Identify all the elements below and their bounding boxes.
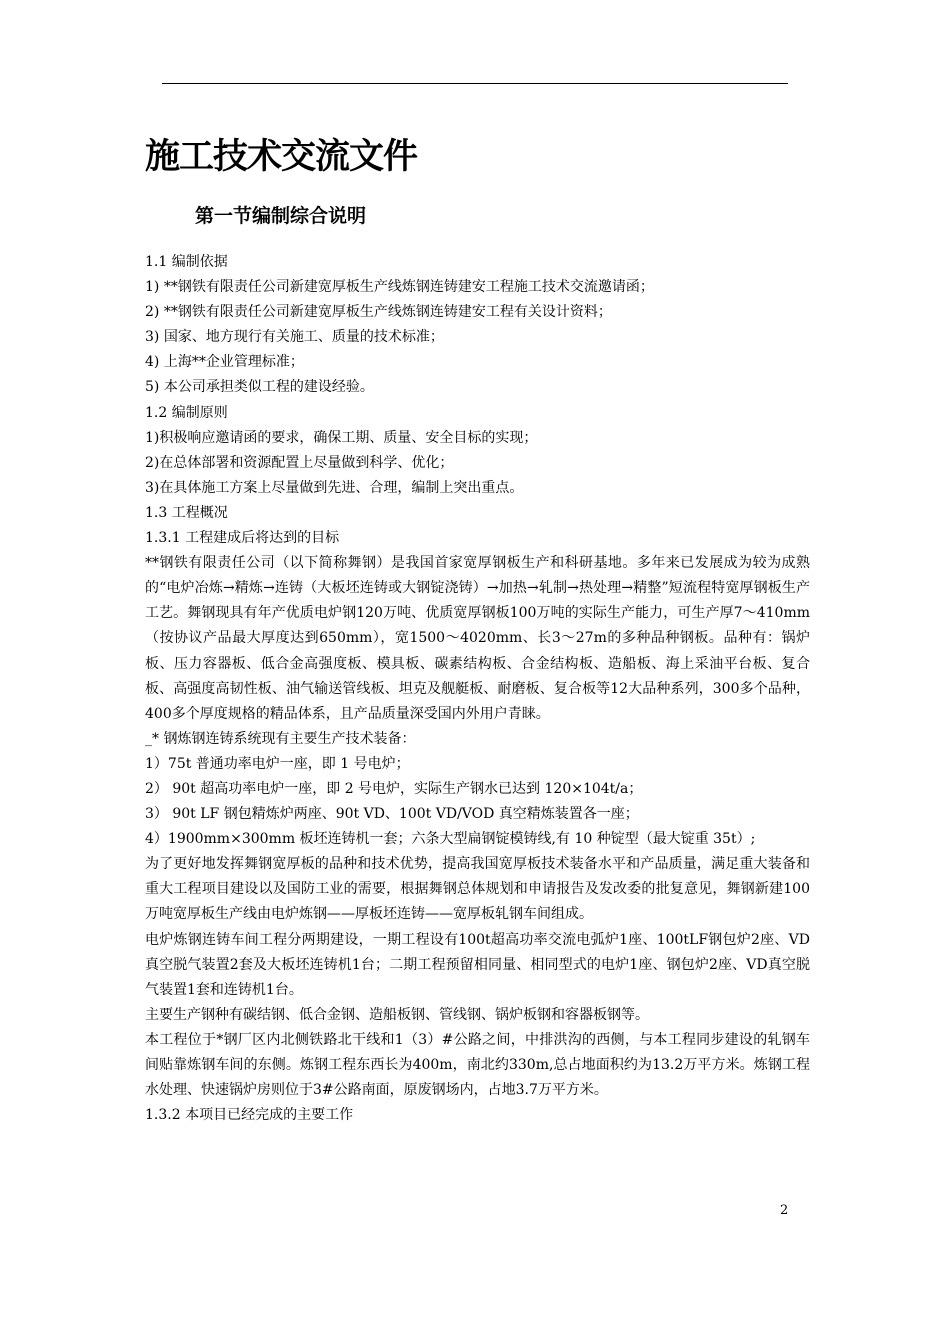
list-item: 4）1900mm×300mm 板坯连铸机一套；六条大型扁钢锭模铸线,有 10 种锭型（最大锭重 35t）;	[145, 831, 756, 848]
project-purpose-paragraph: 为了更好地发挥舞钢宽厚板的品种和技术优势，提高我国宽厚板技术装备水平和产品质量，满足重大装备和重大工程项目建设以及国防工业的需要，根据舞钢总体规划和申请报告及发改委的批复意见，舞钢新建100万吨宽厚板生产线由电炉炼钢——厚板坯连铸——宽厚板轧钢车间组成。	[145, 856, 810, 923]
header-rule	[162, 83, 788, 84]
heading-1-2: 1.2 编制原则	[145, 404, 228, 421]
list-item: 1）75t 普通功率电炉一座，即 1 号电炉；	[145, 755, 410, 772]
list-item: 2) **钢铁有限责任公司新建宽厚板生产线炼钢连铸建安工程有关设计资料；	[145, 304, 612, 321]
list-item: 3） 90t LF 钢包精炼炉两座、90t VD、100t VD/VOD 真空精炼装置各一座；	[145, 806, 639, 823]
list-item: 4) 上海**企业管理标准；	[145, 354, 304, 371]
section-title: 第一节编制综合说明	[195, 205, 367, 227]
heading-1-3-2: 1.3.2 本项目已经完成的主要工作	[145, 1107, 354, 1124]
equipment-intro: _* 钢炼钢连铸系统现有主要生产技术装备：	[145, 730, 416, 747]
list-item: 3)在具体施工方案上尽量做到先进、合理，编制上突出重点。	[145, 479, 524, 496]
list-item: 5) 本公司承担类似工程的建设经验。	[145, 379, 374, 396]
construction-phases-paragraph: 电炉炼钢连铸车间工程分两期建设，一期工程设有100t超高功率交流电弧炉1座、100tLF钢包炉2座、VD真空脱气装置2套及大板坯连铸机1台；二期工程预留相同量、相同型式的电炉1座、钢包炉2座、VD真空脱气装置1套和连铸机1台。	[145, 931, 810, 998]
company-overview-paragraph: **钢铁有限责任公司（以下简称舞钢）是我国首家宽厚钢板生产和科研基地。多年来已发展成为较为成熟的“电炉冶炼→精炼→连铸（大板坯连铸或大钢锭浇铸）→加热→轧制→热处理→精整”短流程特宽厚钢板生产工艺。舞钢现具有年产优质电炉钢120万吨、优质宽厚钢板100万吨的实际生产能力，可生产厚7～410mm（按协议产品最大厚度达到650mm），宽1500～4020mm、长3～27m的多种品种钢板。品种有：锅炉板、压力容器板、低合金高强度板、模具板、碳素结构板、合金结构板、造船板、海上采油平台板、复合板、高强度高韧性板、油气输送管线板、坦克及舰艇板、耐磨板、复合板等12大品种系列，300多个品种，400多个厚度规格的精品体系，且产品质量深受国内外用户青睐。	[145, 555, 810, 722]
heading-1-1: 1.1 编制依据	[145, 254, 228, 270]
list-item: 3) 国家、地方现行有关施工、质量的技术标准；	[145, 329, 444, 346]
list-item: 1)积极响应邀请函的要求，确保工期、质量、安全目标的实现；	[145, 429, 538, 446]
page-number: 2	[780, 1203, 789, 1218]
site-location-paragraph: 本工程位于*钢厂区内北侧铁路北干线和1（3）#公路之间，中排洪沟的西侧，与本工程同步建设的轧钢车间贴靠炼钢车间的东侧。炼钢工程东西长为400m，南北约330m,总占地面积约为13.2万平方米。炼钢工程水处理、快速锅炉房则位于3#公路南面，原废钢场内，占地3.7万平方米。	[145, 1031, 810, 1099]
list-item: 1) **钢铁有限责任公司新建宽厚板生产线炼钢连铸建安工程施工技术交流邀请函；	[145, 279, 654, 296]
heading-1-3-1: 1.3.1 工程建成后将达到的目标	[145, 530, 340, 547]
list-item: 2） 90t 超高功率电炉一座，即 2 号电炉，实际生产钢水已达到 120×104t/a；	[145, 780, 643, 797]
document-body	[145, 250, 810, 1128]
document-title: 施工技术交流文件	[145, 137, 418, 177]
heading-1-3: 1.3 工程概况	[145, 504, 228, 521]
list-item: 2)在总体部署和资源配置上尽量做到科学、优化；	[145, 454, 454, 471]
steel-grades-paragraph: 主要生产钢种有碳结钢、低合金钢、造船板钢、管线钢、锅炉板钢和容器板钢等。	[145, 1006, 649, 1023]
